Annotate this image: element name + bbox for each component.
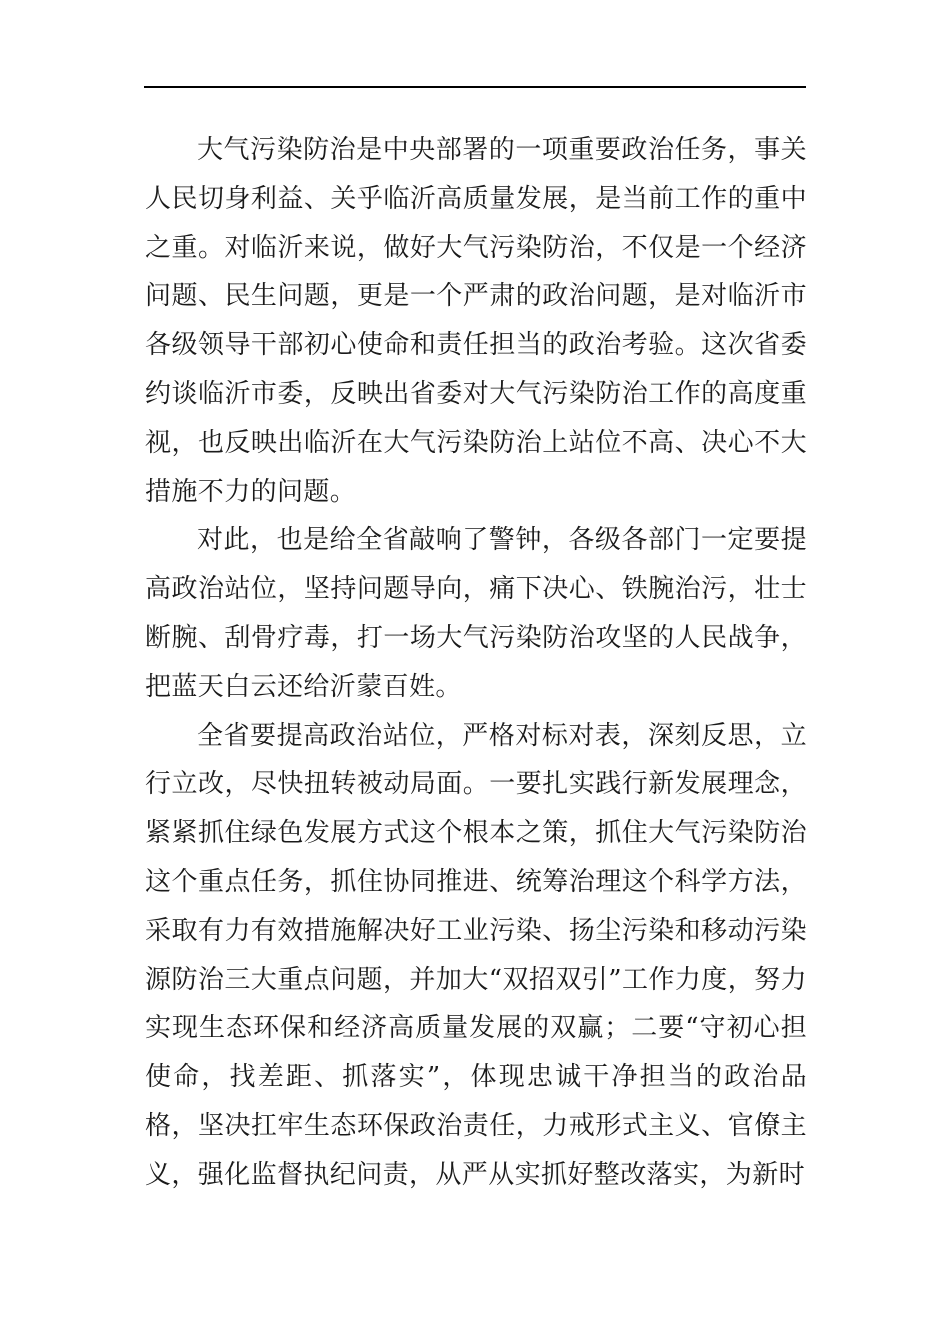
paragraph-1: 大气污染防治是中央部署的一项重要政治任务，事关人民切身利益、关乎临沂高质量发展，是当前工作的重中之重。对临沂来说，做好大气污染防治，不仅是一个经济问题、民生问题，更是一个严肃的政治问题，是对临沂市各级领导干部初心使命和责任担当的政治考验。这次省委约谈临沂市委，反映出省委对大气污染防治工作的高度重视，也反映出临沂在大气污染防治上站位不高、决心不大措施不力的问题。	[145, 135, 807, 507]
header-rule	[144, 86, 806, 88]
body-text	[145, 126, 807, 1200]
paragraph-2: 对此，也是给全省敲响了警钟，各级各部门一定要提高政治站位，坚持问题导向，痛下决心、铁腕治污，壮士断腕、刮骨疗毒，打一场大气污染防治攻坚的人民战争，把蓝天白云还给沂蒙百姓。	[145, 525, 807, 702]
paragraph-3: 全省要提高政治站位，严格对标对表，深刻反思，立行立改，尽快扭转被动局面。一要扎实践行新发展理念，紧紧抓住绿色发展方式这个根本之策，抓住大气污染防治这个重点任务，抓住协同推进、统筹治理这个科学方法，采取有力有效措施解决好工业污染、扬尘污染和移动污染源防治三大重点问题，并加大“双招双引”工作力度，努力实现生态环保和经济高质量发展的双赢；二要“守初心担使命，找差距、抓落实”，体现忠诚干净担当的政治品格，坚决扛牢生态环保政治责任，力戒形式主义、官僚主义，强化监督执纪问责，从严从实抓好整改落实，为新时	[145, 720, 807, 1190]
